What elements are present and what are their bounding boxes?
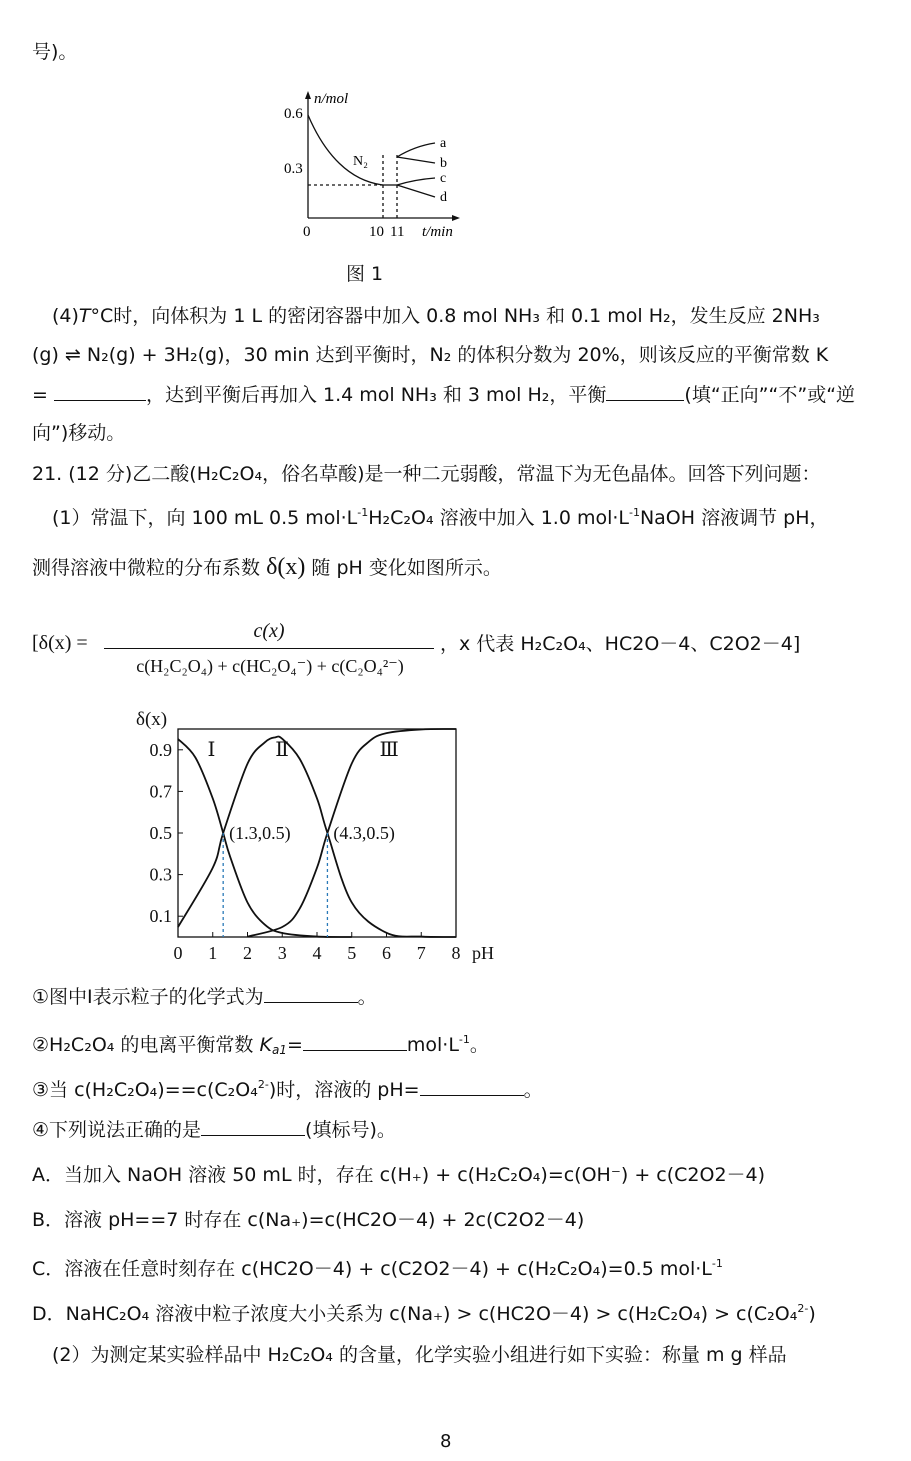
option-a: A．当加入 NaOH 溶液 50 mL 时，存在 c(H₊) + c(H₂C₂O₄)=c(OH⁻) + c(C2O2－4) — [32, 1164, 766, 1186]
x-tick-label: 5 — [347, 943, 357, 963]
y-tick-label: 0.3 — [149, 864, 172, 885]
option-c: C．溶液在任意时刻存在 c(HC2O－4) + c(C2O2－4) + c(H₂C₂O₄)=0.5 $mol\cdot L^{-1}$ — [32, 1257, 723, 1280]
fig1-xtick: 10 — [369, 224, 384, 240]
fig1-xtick: 11 — [390, 224, 405, 240]
series-2-label: Ⅱ — [275, 738, 289, 761]
fig1-branch-a — [397, 143, 435, 157]
q20-4-line3: = ，达到平衡后再加入 1.4 mol NH₃ 和 3 mol H₂，平衡 (填“正向”“不”或“逆 — [32, 384, 856, 406]
q20-4-line1: (4)T°C时，向体积为 1 L 的密闭容器中加入 0.8 mol NH₃ 和 0.1 mol H₂，发生反应 2NH₃ — [52, 305, 820, 327]
fig1-y-arrow — [305, 91, 311, 99]
fig1-branch-label: b — [440, 156, 447, 171]
sub-q2: ②H₂C₂O₄ 的电离平衡常数 $K_{a1}= mol\cdot L^{-1}$。 — [32, 1033, 489, 1057]
figure1-caption: 图 1 — [346, 263, 384, 285]
y-tick-label: 0.9 — [149, 739, 172, 760]
formula-lhs: [δ(x) = — [32, 632, 88, 654]
fig1-branch-label: d — [440, 190, 447, 205]
q20-4-line2: (g) ⇌ N₂(g) + 3H₂(g)，30 min 达到平衡时，N₂ 的体积分数为 20%，则该反应的平衡常数 K — [32, 344, 829, 366]
answer-blank-q3[interactable] — [420, 1077, 524, 1096]
x-tick-label: 3 — [277, 943, 287, 963]
q21-intro: 21. (12 分)乙二酸(H₂C₂O₄，俗名草酸)是一种二元弱酸，常温下为无色晶体。回答下列问题： — [32, 463, 821, 485]
fig1-ytick: 0.6 — [284, 106, 303, 122]
top-fragment: 号)。 — [32, 41, 78, 63]
fig1-y-label: n/mol — [314, 91, 349, 107]
sub-q4: ④下列说法正确的是 (填标号)。 — [32, 1119, 396, 1141]
fig1-n2-curve — [308, 115, 383, 185]
answer-blank-q1[interactable] — [264, 984, 358, 1003]
y-tick-label: 0.7 — [149, 781, 172, 802]
answer-blank-q4[interactable] — [201, 1117, 305, 1136]
option-b: B．溶液 pH==7 时存在 c(Na₊)=c(HC2O－4) + 2c(C2O2－4) — [32, 1209, 585, 1231]
sub-q3: ③当 c(H₂C₂O₄)==c(C₂O₄$^{2-}$)时，溶液的 pH= 。 — [32, 1078, 543, 1101]
figure-1 — [280, 85, 470, 245]
distribution-chart — [130, 705, 510, 970]
series-3-label: Ⅲ — [379, 738, 399, 761]
fig1-x-label: t/min — [422, 224, 453, 240]
fig1-xtick: 0 — [303, 224, 311, 240]
part2: (2）为测定某实验样品中 H₂C₂O₄ 的含量，化学实验小组进行如下实验：称量 m g 样品 — [52, 1344, 787, 1366]
answer-blank-q2[interactable] — [303, 1032, 407, 1051]
q21-p1: (1）常温下，向 100 mL 0.5 $mol\cdot L^{-1}H_2C_2O_4$ 溶液中加入 1.0 $mol\cdot L^{-1}NaOH$ 溶液调节 pH， — [52, 506, 829, 529]
pka-annotation: (4.3,0.5) — [333, 823, 395, 843]
formula-numerator: c(x) — [253, 620, 285, 642]
fig1-branch-d — [397, 185, 435, 197]
page-number: 8 — [440, 1431, 452, 1452]
x-tick-label: 8 — [451, 943, 461, 963]
fig1-branch-label: c — [440, 171, 447, 186]
fig1-ytick: 0.3 — [284, 161, 303, 177]
pka-annotation: (1.3,0.5) — [229, 823, 291, 843]
series-2-curve — [178, 736, 456, 937]
answer-blank-K[interactable] — [54, 382, 146, 401]
fig1-branch-label: a — [440, 136, 447, 151]
fig1-x-arrow — [452, 215, 460, 221]
q20-4-line4: 向”)移动。 — [32, 422, 126, 444]
x-tick-label: 1 — [208, 943, 218, 963]
q21-p2: 测得溶液中微粒的分布系数 δ(x) 随 pH 变化如图所示。 — [32, 554, 502, 580]
fig1-curve-label: N₂ — [353, 154, 368, 169]
x-tick-label: 7 — [416, 943, 426, 963]
x-tick-label: 4 — [312, 943, 322, 963]
x-axis-label: pH — [472, 943, 494, 963]
formula-fraction-bar — [104, 648, 434, 649]
fig1-branch-c — [397, 178, 435, 185]
answer-blank-direction[interactable] — [606, 382, 684, 401]
formula-denominator: c(H₂C₂O₄) + c(HC₂O₄⁻) + c(C₂O₄²⁻) — [136, 656, 404, 676]
plot-frame — [178, 729, 456, 937]
series-1-label: Ⅰ — [207, 738, 216, 761]
option-d: D．NaHC₂O₄ 溶液中粒子浓度大小关系为 c(Na₊) > c(HC2O－4) > c(H₂C₂O₄) > c(C₂O₄$^{2-}$) — [32, 1302, 816, 1325]
fig1-branch-b — [397, 157, 435, 163]
y-tick-label: 0.1 — [149, 906, 172, 927]
y-tick-label: 0.5 — [149, 823, 172, 843]
x-tick-label: 6 — [382, 943, 391, 963]
formula-tail: ，x 代表 H₂C₂O₄、HC2O－4、C2O2－4] — [440, 633, 801, 655]
sub-q1: ①图中Ⅰ表示粒子的化学式为 。 — [32, 986, 377, 1008]
x-tick-label: 0 — [173, 943, 183, 963]
x-tick-label: 2 — [243, 943, 252, 963]
y-axis-label: δ(x) — [136, 709, 168, 730]
